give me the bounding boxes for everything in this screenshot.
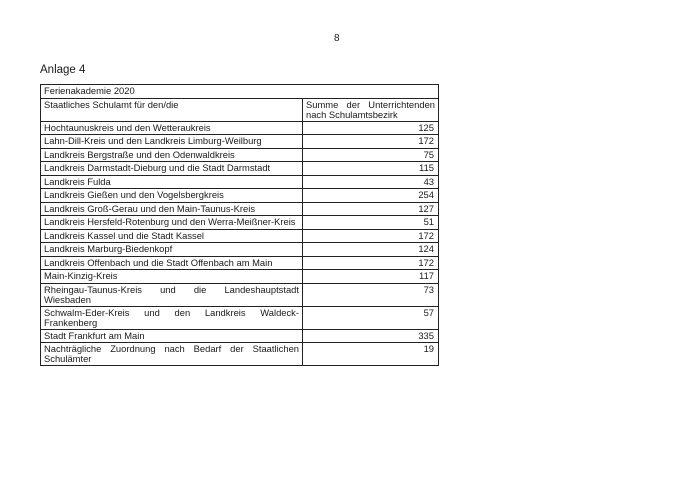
row-district: Main-Kinzig-Kreis	[41, 270, 303, 284]
table-row	[41, 189, 439, 203]
table-row	[41, 216, 439, 230]
row-district: Landkreis Offenbach und die Stadt Offenbach am Main	[41, 256, 303, 270]
table-row	[41, 202, 439, 216]
row-count: 127	[303, 202, 439, 216]
row-district: Landkreis Darmstadt-Dieburg und die Stadt Darmstadt	[41, 162, 303, 176]
row-count: 43	[303, 175, 439, 189]
row-count: 115	[303, 162, 439, 176]
row-count: 172	[303, 256, 439, 270]
annex-label: Anlage 4	[40, 64, 86, 76]
row-district-line1: Schwalm-Eder-Kreis und den Landkreis Waldeck-	[44, 306, 299, 318]
page-number: 8	[334, 33, 340, 44]
row-district: Hochtaunuskreis und den Wetteraukreis	[41, 121, 303, 135]
table-title: Ferienakademie 2020	[41, 85, 439, 99]
row-district: Stadt Frankfurt am Main	[41, 329, 303, 343]
row-district-line1: Nachträgliche Zuordnung nach Bedarf der Staatlichen	[44, 343, 299, 354]
row-count: 51	[303, 216, 439, 230]
row-count: 254	[303, 189, 439, 203]
row-count: 73	[303, 283, 439, 306]
row-district	[41, 343, 303, 366]
row-district: Landkreis Gießen und den Vogelsbergkreis	[41, 189, 303, 203]
table-row	[41, 175, 439, 189]
row-count: 125	[303, 121, 439, 135]
row-district: Landkreis Hersfeld-Rotenburg und den Werra-Meißner-Kreis	[41, 216, 303, 230]
row-district	[41, 306, 303, 329]
row-district-line2: Frankenberg	[44, 316, 98, 328]
header-teacher-sum-line2: nach Schulamtsbezirk	[306, 108, 398, 120]
row-district: Landkreis Fulda	[41, 175, 303, 189]
table-row	[41, 270, 439, 284]
row-district: Landkreis Bergstraße und den Odenwaldkreis	[41, 148, 303, 162]
teacher-count-table	[40, 84, 438, 366]
row-count: 172	[303, 229, 439, 243]
row-count: 124	[303, 243, 439, 257]
table-header-row	[41, 98, 439, 121]
row-district: Landkreis Kassel und die Stadt Kassel	[41, 229, 303, 243]
table-row	[41, 343, 439, 366]
table-row	[41, 329, 439, 343]
row-district-line2: Wiesbaden	[44, 293, 91, 305]
row-count: 19	[303, 343, 439, 366]
table-row	[41, 256, 439, 270]
row-count: 335	[303, 329, 439, 343]
table-row	[41, 121, 439, 135]
table-row	[41, 148, 439, 162]
table-row	[41, 243, 439, 257]
row-count: 117	[303, 270, 439, 284]
row-district	[41, 283, 303, 306]
row-district: Landkreis Marburg-Biedenkopf	[41, 243, 303, 257]
row-count: 75	[303, 148, 439, 162]
table-row	[41, 283, 439, 306]
table-row	[41, 229, 439, 243]
row-district: Landkreis Groß-Gerau und den Main-Taunus-Kreis	[41, 202, 303, 216]
header-teacher-sum-line1: Summe der Unterrichtenden	[306, 98, 435, 110]
table-row	[41, 306, 439, 329]
row-district-line2: Schulämter	[44, 353, 92, 364]
table-row	[41, 135, 439, 149]
row-district: Lahn-Dill-Kreis und den Landkreis Limburg-Weilburg	[41, 135, 303, 149]
row-count: 172	[303, 135, 439, 149]
header-teacher-sum	[303, 98, 439, 121]
header-school-office: Staatliches Schulamt für den/die	[41, 98, 303, 121]
table-row	[41, 162, 439, 176]
row-count: 57	[303, 306, 439, 329]
table-title-row	[41, 85, 439, 99]
row-district-line1: Rheingau-Taunus-Kreis und die Landeshauptstadt	[44, 283, 299, 295]
